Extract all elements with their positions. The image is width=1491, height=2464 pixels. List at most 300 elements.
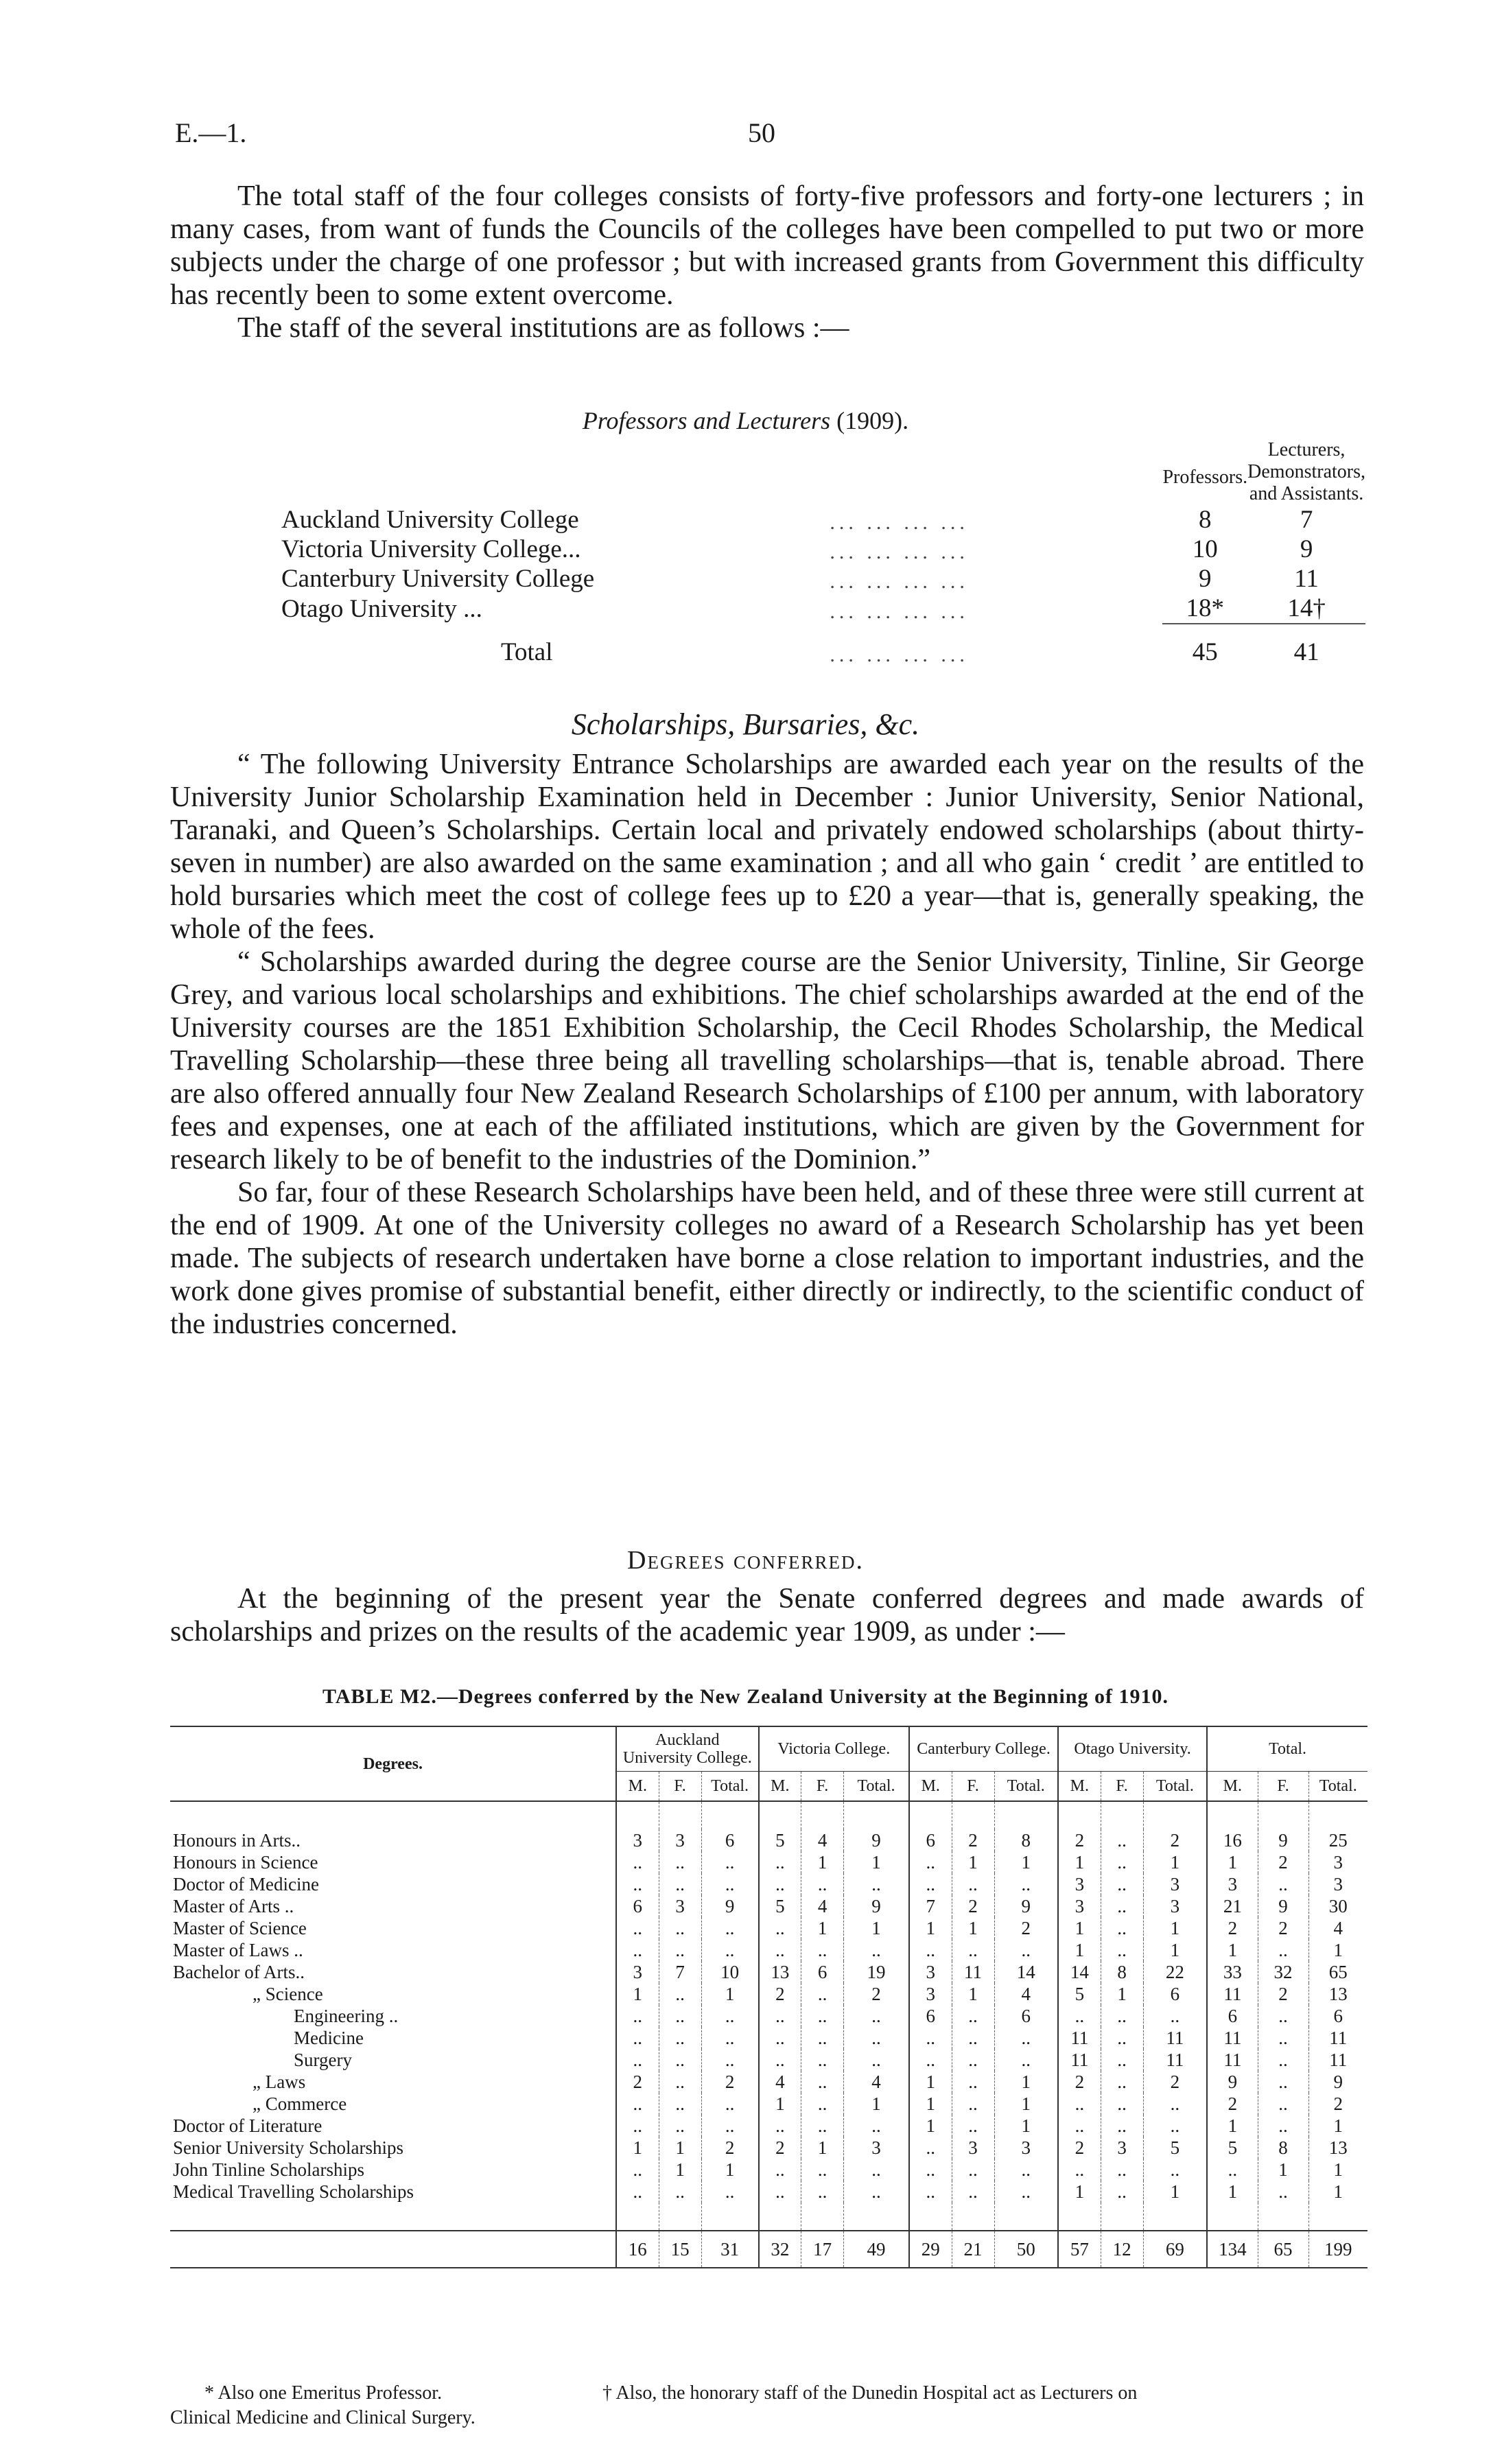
degree-cell: 2 xyxy=(994,1917,1058,1939)
degree-cell: .. xyxy=(1101,2049,1143,2071)
degree-cell: 2 xyxy=(1258,1851,1308,1873)
degree-cell: 4 xyxy=(1308,1917,1367,1939)
degree-cell: .. xyxy=(844,2005,909,2027)
degree-cell: 6 xyxy=(1207,2005,1258,2027)
degree-cell: .. xyxy=(701,1939,758,1961)
degree-cell: 2 xyxy=(701,2137,758,2159)
degree-cell: .. xyxy=(952,2181,994,2203)
degree-label: Doctor of Literature xyxy=(173,2115,322,2136)
degree-cell: .. xyxy=(1258,2071,1308,2093)
degree-cell: .. xyxy=(759,1939,801,1961)
degree-cell: 1 xyxy=(659,2159,701,2181)
degree-cell: 6 xyxy=(701,1829,758,1851)
degree-cell: .. xyxy=(659,1873,701,1895)
intro-text xyxy=(170,180,1364,344)
degree-cell: 11 xyxy=(1143,2049,1207,2071)
degree-cell: 6 xyxy=(801,1961,844,1983)
degree-cell: .. xyxy=(1101,1895,1143,1917)
degree-cell: .. xyxy=(844,2159,909,2181)
paragraph-staff-total: The total staff of the four colleges consists of forty-five professors and forty-one lecturers ; in many cases, from want of funds the Councils of the colleges have been compelled to put two or more subjects under the charge of one professor ; but with increased grants from Government this difficulty has recently been to some extent overcome. xyxy=(170,180,1364,311)
degree-cell: 1 xyxy=(759,2093,801,2115)
degree-cell: .. xyxy=(1101,1873,1143,1895)
degree-cell: 11 xyxy=(1207,2049,1258,2071)
degree-cell: 16 xyxy=(1207,1829,1258,1851)
degree-cell: 14 xyxy=(1058,1961,1101,1983)
degree-cell: .. xyxy=(659,1851,701,1873)
degree-cell: .. xyxy=(952,2005,994,2027)
degree-cell: .. xyxy=(1058,2005,1101,2027)
col-lecturers: Lecturers, Demonstrators, and Assistants. xyxy=(1247,439,1365,504)
degree-cell: 13 xyxy=(1308,1983,1367,2005)
degree-cell: .. xyxy=(659,2115,701,2137)
degree-cell: 8 xyxy=(1101,1961,1143,1983)
degree-cell: .. xyxy=(616,1917,659,1939)
degree-cell: 1 xyxy=(952,1983,994,2005)
degree-cell: 1 xyxy=(1258,2159,1308,2181)
degree-cell: .. xyxy=(759,2005,801,2027)
degree-cell: 3 xyxy=(659,1829,701,1851)
degree-cell: 1 xyxy=(994,2115,1058,2137)
degree-cell: 3 xyxy=(1308,1851,1367,1873)
degree-cell: .. xyxy=(759,1851,801,1873)
degree-cell: 3 xyxy=(994,2137,1058,2159)
degree-cell: 1 xyxy=(1308,2181,1367,2203)
degree-cell: 8 xyxy=(994,1829,1058,1851)
degree-cell: .. xyxy=(759,1873,801,1895)
degree-cell: .. xyxy=(801,2071,844,2093)
degree-cell: 1 xyxy=(801,1851,844,1873)
degree-cell: .. xyxy=(616,2159,659,2181)
degree-cell: 11 xyxy=(952,1961,994,1983)
degree-cell: .. xyxy=(1101,2005,1143,2027)
degree-cell: 25 xyxy=(1308,1829,1367,1851)
staff-row: Victoria University College... ... ... ... ... 10 9 xyxy=(281,535,1313,563)
degree-cell: 1 xyxy=(909,2071,952,2093)
degree-cell: .. xyxy=(659,2093,701,2115)
degree-cell: .. xyxy=(1101,2159,1143,2181)
degree-cell: 2 xyxy=(952,1895,994,1917)
degree-cell: 33 xyxy=(1207,1961,1258,1983)
degree-cell: 3 xyxy=(1143,1895,1207,1917)
degree-cell: 3 xyxy=(659,1895,701,1917)
degree-cell: .. xyxy=(801,2093,844,2115)
degree-cell: 6 xyxy=(909,1829,952,1851)
col-professors: Professors. xyxy=(1162,467,1248,488)
degree-cell: 1 xyxy=(1308,2115,1367,2137)
degree-cell: .. xyxy=(659,2005,701,2027)
degree-cell: 4 xyxy=(994,1983,1058,2005)
degree-cell: 22 xyxy=(1143,1961,1207,1983)
degree-cell: 1 xyxy=(659,2137,701,2159)
degree-label: „ Laws xyxy=(253,2071,306,2092)
degree-cell: .. xyxy=(701,2049,758,2071)
degree-label: Master of Science xyxy=(173,1917,307,1938)
degree-cell: 3 xyxy=(1058,1873,1101,1895)
degree-cell: 30 xyxy=(1308,1895,1367,1917)
degree-cell: 9 xyxy=(994,1895,1058,1917)
degree-cell: .. xyxy=(844,1873,909,1895)
degree-cell: 1 xyxy=(616,1983,659,2005)
degree-cell: .. xyxy=(1258,2115,1308,2137)
table-row xyxy=(170,2071,1367,2093)
degree-cell: 1 xyxy=(1207,1939,1258,1961)
degree-label: „ Commerce xyxy=(253,2093,347,2114)
degree-cell: .. xyxy=(701,1917,758,1939)
degree-cell: 5 xyxy=(759,1895,801,1917)
degrees-section-title: Degrees conferred. xyxy=(627,1546,864,1575)
degree-cell: 8 xyxy=(1258,2137,1308,2159)
degree-cell: 1 xyxy=(994,2093,1058,2115)
degree-cell: .. xyxy=(701,2005,758,2027)
degree-cell: .. xyxy=(801,2005,844,2027)
degree-cell: 3 xyxy=(909,1961,952,1983)
degree-cell: .. xyxy=(801,2049,844,2071)
scholarships-text xyxy=(170,748,1364,1341)
degree-cell: .. xyxy=(616,1939,659,1961)
degrees-subheader: M. F. Total. M. F. Total. M. F. Total. M. F. Total. M. F. Total. xyxy=(170,1772,1367,1802)
degree-cell: 11 xyxy=(1058,2027,1101,2049)
degree-cell: .. xyxy=(1101,1939,1143,1961)
degree-cell: .. xyxy=(801,1939,844,1961)
table-row xyxy=(170,2159,1367,2181)
degree-cell: .. xyxy=(1258,2005,1308,2027)
table-row xyxy=(170,1873,1367,1895)
degree-cell: 11 xyxy=(1058,2049,1101,2071)
degree-cell: .. xyxy=(1143,2115,1207,2137)
degree-cell: .. xyxy=(1101,1851,1143,1873)
table-row xyxy=(170,2049,1367,2071)
degree-cell: 1 xyxy=(1058,1851,1101,1873)
degree-cell: .. xyxy=(952,2115,994,2137)
degree-cell: 4 xyxy=(759,2071,801,2093)
degree-cell: .. xyxy=(659,2027,701,2049)
degree-cell: 1 xyxy=(1143,1939,1207,1961)
degree-cell: .. xyxy=(759,2159,801,2181)
staff-row: Otago University ... ... ... ... ... 18* 14† xyxy=(281,594,1326,623)
table-row xyxy=(170,1939,1367,1961)
degree-cell: 2 xyxy=(1207,2093,1258,2115)
degree-cell: .. xyxy=(844,2181,909,2203)
degree-cell: 1 xyxy=(994,1851,1058,1873)
degree-cell: .. xyxy=(616,2181,659,2203)
degree-cell: .. xyxy=(1101,1829,1143,1851)
degree-cell: .. xyxy=(909,1939,952,1961)
degree-cell: .. xyxy=(659,1939,701,1961)
degree-cell: 1 xyxy=(952,1851,994,1873)
degree-cell: 3 xyxy=(616,1961,659,1983)
degree-cell: .. xyxy=(1058,2115,1101,2137)
degree-cell: 1 xyxy=(1143,1917,1207,1939)
degree-cell: .. xyxy=(952,1873,994,1895)
degree-cell: 2 xyxy=(701,2071,758,2093)
degree-cell: .. xyxy=(1101,2093,1143,2115)
degree-cell: .. xyxy=(801,2027,844,2049)
degree-cell: 4 xyxy=(801,1895,844,1917)
table-row xyxy=(170,2115,1367,2137)
degree-cell: .. xyxy=(952,2093,994,2115)
degree-cell: 11 xyxy=(1207,2027,1258,2049)
group-otago: Otago University. xyxy=(1058,1726,1207,1772)
degree-cell: .. xyxy=(1143,2005,1207,2027)
degree-cell: .. xyxy=(1101,2115,1143,2137)
table-row xyxy=(170,1961,1367,1983)
degree-cell: .. xyxy=(659,1983,701,2005)
degree-cell: 2 xyxy=(844,1983,909,2005)
degree-cell: 1 xyxy=(1143,1851,1207,1873)
degree-cell: .. xyxy=(801,1873,844,1895)
degree-cell: .. xyxy=(1101,1917,1143,1939)
degree-cell: 1 xyxy=(616,2137,659,2159)
degree-cell: 3 xyxy=(1207,1873,1258,1895)
page-number: 50 xyxy=(748,117,775,148)
degree-cell: .. xyxy=(801,2181,844,2203)
degree-cell: 1 xyxy=(909,1917,952,1939)
degree-cell: .. xyxy=(1101,2181,1143,2203)
degree-cell: 11 xyxy=(1308,2027,1367,2049)
degree-cell: .. xyxy=(909,2137,952,2159)
degree-cell: .. xyxy=(994,2181,1058,2203)
degree-cell: .. xyxy=(616,1851,659,1873)
degree-cell: 1 xyxy=(801,1917,844,1939)
paragraph-degrees-intro: At the beginning of the present year the Senate conferred degrees and made awards of scholarships and prizes on the results of the academic year 1909, as under :— xyxy=(170,1583,1364,1647)
degree-cell: 2 xyxy=(1207,1917,1258,1939)
degree-cell: 1 xyxy=(1101,1983,1143,2005)
degree-cell: 1 xyxy=(844,1917,909,1939)
degree-label: Doctor of Medicine xyxy=(173,1873,319,1894)
degree-cell: .. xyxy=(659,2181,701,2203)
degree-cell: .. xyxy=(801,1983,844,2005)
degree-cell: 5 xyxy=(1143,2137,1207,2159)
degree-cell: 1 xyxy=(1308,2159,1367,2181)
staff-table-caption: Professors and Lecturers (1909). xyxy=(582,407,909,434)
degree-cell: 6 xyxy=(909,2005,952,2027)
degrees-intro-text xyxy=(170,1582,1364,1648)
degree-label: „ Science xyxy=(253,1983,323,2004)
degree-cell: 3 xyxy=(844,2137,909,2159)
degree-cell: 1 xyxy=(701,2159,758,2181)
degree-cell: 3 xyxy=(952,2137,994,2159)
degree-cell: .. xyxy=(909,2159,952,2181)
degree-cell: .. xyxy=(1143,2159,1207,2181)
degree-cell: .. xyxy=(952,2027,994,2049)
degree-cell: .. xyxy=(1101,2071,1143,2093)
degree-cell: 9 xyxy=(701,1895,758,1917)
degree-cell: .. xyxy=(994,1873,1058,1895)
degree-cell: 2 xyxy=(1258,1917,1308,1939)
degree-cell: .. xyxy=(844,2049,909,2071)
degree-label: Honours in Arts.. xyxy=(173,1829,301,1851)
degree-cell: .. xyxy=(616,2115,659,2137)
degree-cell: 3 xyxy=(1143,1873,1207,1895)
degree-cell: 1 xyxy=(844,2093,909,2115)
degree-cell: 2 xyxy=(1143,2071,1207,2093)
paragraph-research-scholarships: So far, four of these Research Scholarships have been held, and of these three were still current at the end of 1909. At one of the University colleges no award of a Research Scholarship has yet been made. The subjects of research undertaken have borne a close relation to important industries, and the work done gives promise of substantial benefit, either directly or indirectly, to the scientific conduct of the industries concerned. xyxy=(170,1177,1364,1340)
degree-label: Medical Travelling Scholarships xyxy=(173,2181,414,2202)
group-auckland: Auckland University College. xyxy=(616,1726,759,1772)
table-row xyxy=(170,2093,1367,2115)
degree-cell: 2 xyxy=(759,2137,801,2159)
degree-cell: .. xyxy=(952,2071,994,2093)
col-degrees: Degrees. xyxy=(170,1726,616,1801)
table-row xyxy=(170,1917,1367,1939)
degree-cell: 2 xyxy=(1258,1983,1308,2005)
degree-cell: .. xyxy=(759,2049,801,2071)
degree-cell: 2 xyxy=(759,1983,801,2005)
footnote-star: * Also one Emeritus Professor. xyxy=(204,2382,443,2404)
paragraph-degree-scholarships: “ Scholarships awarded during the degree course are the Senior University, Tinline, Sir George Grey, and various local scholarships and exhibitions. The chief scholarships awarded at the end of the University courses are the 1851 Exhibition Scholarship, the Cecil Rhodes Scholarship, the Medical Travelling Scholarship—these three being all travelling scholarships—that is, tenable abroad. There are also offered annually four New Zealand Research Scholarships of £100 per annum, with laboratory fees and expenses, one at each of the affiliated institutions, which are given by the Government for research likely to be of benefit to the industries of the Dominion.” xyxy=(170,946,1364,1175)
degree-label: John Tinline Scholarships xyxy=(173,2159,365,2180)
table-row xyxy=(170,1895,1367,1917)
degree-cell: 3 xyxy=(1101,2137,1143,2159)
degree-cell: 3 xyxy=(616,1829,659,1851)
degree-cell: 21 xyxy=(1207,1895,1258,1917)
degree-cell: 5 xyxy=(1207,2137,1258,2159)
degree-cell: 13 xyxy=(1308,2137,1367,2159)
degree-cell: .. xyxy=(801,2159,844,2181)
degree-cell: .. xyxy=(844,2115,909,2137)
degree-label: Medicine xyxy=(294,2027,364,2048)
degree-cell: 9 xyxy=(1207,2071,1258,2093)
degree-cell: .. xyxy=(994,2159,1058,2181)
table-row xyxy=(170,2005,1367,2027)
degree-cell: 11 xyxy=(1143,2027,1207,2049)
degree-cell: .. xyxy=(701,2115,758,2137)
degree-cell: .. xyxy=(952,2159,994,2181)
degree-cell: 9 xyxy=(1308,2071,1367,2093)
degree-cell: .. xyxy=(1258,2181,1308,2203)
degree-cell: .. xyxy=(616,1873,659,1895)
degree-cell: .. xyxy=(701,2181,758,2203)
degree-cell: .. xyxy=(844,2027,909,2049)
degree-cell: 6 xyxy=(994,2005,1058,2027)
degree-cell: 65 xyxy=(1308,1961,1367,1983)
degree-cell: 1 xyxy=(1058,1939,1101,1961)
degree-cell: .. xyxy=(1143,2093,1207,2115)
degree-cell: .. xyxy=(1258,2093,1308,2115)
degree-cell: .. xyxy=(759,2115,801,2137)
degree-cell: .. xyxy=(844,1939,909,1961)
table-row xyxy=(170,1829,1367,1851)
degree-cell: .. xyxy=(1101,2027,1143,2049)
staff-row: Auckland University College ... ... ... ... 8 7 xyxy=(281,506,1313,534)
degree-cell: .. xyxy=(1258,2049,1308,2071)
degree-cell: 9 xyxy=(1258,1829,1308,1851)
degree-cell: 10 xyxy=(701,1961,758,1983)
paragraph-entrance-scholarships: “ The following University Entrance Scholarships are awarded each year on the results of the University Junior Scholarship Examination held in December : Junior University, Senior National, Taranaki, and Queen’s Scholarships. Certain local and privately endowed scholarships (about thirty-seven in number) are also awarded on the same examination ; and all who gain ‘ credit ’ are entitled to hold bursaries which meet the cost of college fees up to £20 a year—that is, generally speaking, the whole of the fees. xyxy=(170,749,1364,945)
degree-cell: 7 xyxy=(659,1961,701,1983)
degree-cell: 1 xyxy=(994,2071,1058,2093)
degree-cell: 4 xyxy=(844,2071,909,2093)
degree-cell: .. xyxy=(909,1873,952,1895)
degree-cell: 1 xyxy=(844,1851,909,1873)
degree-cell: 1 xyxy=(1308,1939,1367,1961)
degree-cell: 2 xyxy=(952,1829,994,1851)
degree-cell: .. xyxy=(994,2027,1058,2049)
degrees-table xyxy=(170,1726,1367,2268)
degree-cell: 7 xyxy=(909,1895,952,1917)
degrees-total-row: 16 15 31 32 17 49 29 21 50 57 12 69 134 65 199 xyxy=(170,2231,1367,2268)
degree-cell: .. xyxy=(659,2049,701,2071)
degree-cell: .. xyxy=(759,2027,801,2049)
degree-cell: 1 xyxy=(701,1983,758,2005)
staff-total-row: Total ... ... ... ... 45 41 xyxy=(281,624,1365,667)
degree-label: Senior University Scholarships xyxy=(173,2137,403,2158)
degree-cell: 2 xyxy=(1058,2071,1101,2093)
degree-cell: 32 xyxy=(1258,1961,1308,1983)
degree-cell: .. xyxy=(1058,2159,1101,2181)
degree-cell: .. xyxy=(701,1851,758,1873)
degree-cell: .. xyxy=(1258,1873,1308,1895)
degree-cell: .. xyxy=(701,2093,758,2115)
degree-cell: .. xyxy=(994,2049,1058,2071)
degree-cell: .. xyxy=(952,1939,994,1961)
degree-cell: 1 xyxy=(1058,1917,1101,1939)
degree-cell: .. xyxy=(909,2027,952,2049)
degree-cell: 1 xyxy=(909,2093,952,2115)
degree-cell: 2 xyxy=(1058,1829,1101,1851)
degree-cell: .. xyxy=(701,1873,758,1895)
degree-cell: .. xyxy=(1058,2093,1101,2115)
degree-cell: 5 xyxy=(759,1829,801,1851)
table-row xyxy=(170,1983,1367,2005)
degree-cell: .. xyxy=(659,2071,701,2093)
degree-cell: .. xyxy=(759,1917,801,1939)
footnote-dagger: † Also, the honorary staff of the Dunedin Hospital act as Lecturers on xyxy=(602,2382,1138,2404)
group-total: Total. xyxy=(1207,1726,1367,1772)
degree-cell: 1 xyxy=(1207,2115,1258,2137)
table-row xyxy=(170,2027,1367,2049)
table-row xyxy=(170,2181,1367,2203)
group-canterbury: Canterbury College. xyxy=(909,1726,1058,1772)
degree-cell: 13 xyxy=(759,1961,801,1983)
degree-cell: 3 xyxy=(909,1983,952,2005)
degree-cell: .. xyxy=(1258,2027,1308,2049)
degree-cell: .. xyxy=(759,2181,801,2203)
degree-cell: .. xyxy=(1207,2159,1258,2181)
degree-cell: 9 xyxy=(1258,1895,1308,1917)
degree-cell: 11 xyxy=(1308,2049,1367,2071)
degree-label: Honours in Science xyxy=(173,1851,318,1873)
degree-cell: 2 xyxy=(1143,1829,1207,1851)
degree-cell: 4 xyxy=(801,1829,844,1851)
degree-cell: 1 xyxy=(1143,2181,1207,2203)
degree-cell: 11 xyxy=(1207,1983,1258,2005)
degree-cell: 2 xyxy=(616,2071,659,2093)
degrees-table-body xyxy=(170,1801,1367,2231)
degree-cell: 6 xyxy=(616,1895,659,1917)
degree-cell: 19 xyxy=(844,1961,909,1983)
degree-cell: .. xyxy=(659,1917,701,1939)
degree-cell: 2 xyxy=(1058,2137,1101,2159)
degree-cell: .. xyxy=(994,1939,1058,1961)
degree-cell: 14 xyxy=(994,1961,1058,1983)
degree-cell: 3 xyxy=(1308,1873,1367,1895)
degree-cell: .. xyxy=(952,2049,994,2071)
staff-row: Canterbury University College ... ... ... ... 9 11 xyxy=(281,565,1319,593)
degree-cell: .. xyxy=(1258,1939,1308,1961)
degree-cell: 1 xyxy=(952,1917,994,1939)
degree-cell: 5 xyxy=(1058,1983,1101,2005)
degree-cell: .. xyxy=(909,2181,952,2203)
group-victoria: Victoria College. xyxy=(759,1726,909,1772)
degree-cell: 1 xyxy=(1058,2181,1101,2203)
degree-cell: 1 xyxy=(1207,2181,1258,2203)
degree-label: Surgery xyxy=(294,2049,352,2070)
table-row xyxy=(170,1851,1367,1873)
degree-cell: 3 xyxy=(1058,1895,1101,1917)
degree-label: Engineering .. xyxy=(294,2005,399,2026)
degree-cell: 6 xyxy=(1143,1983,1207,2005)
